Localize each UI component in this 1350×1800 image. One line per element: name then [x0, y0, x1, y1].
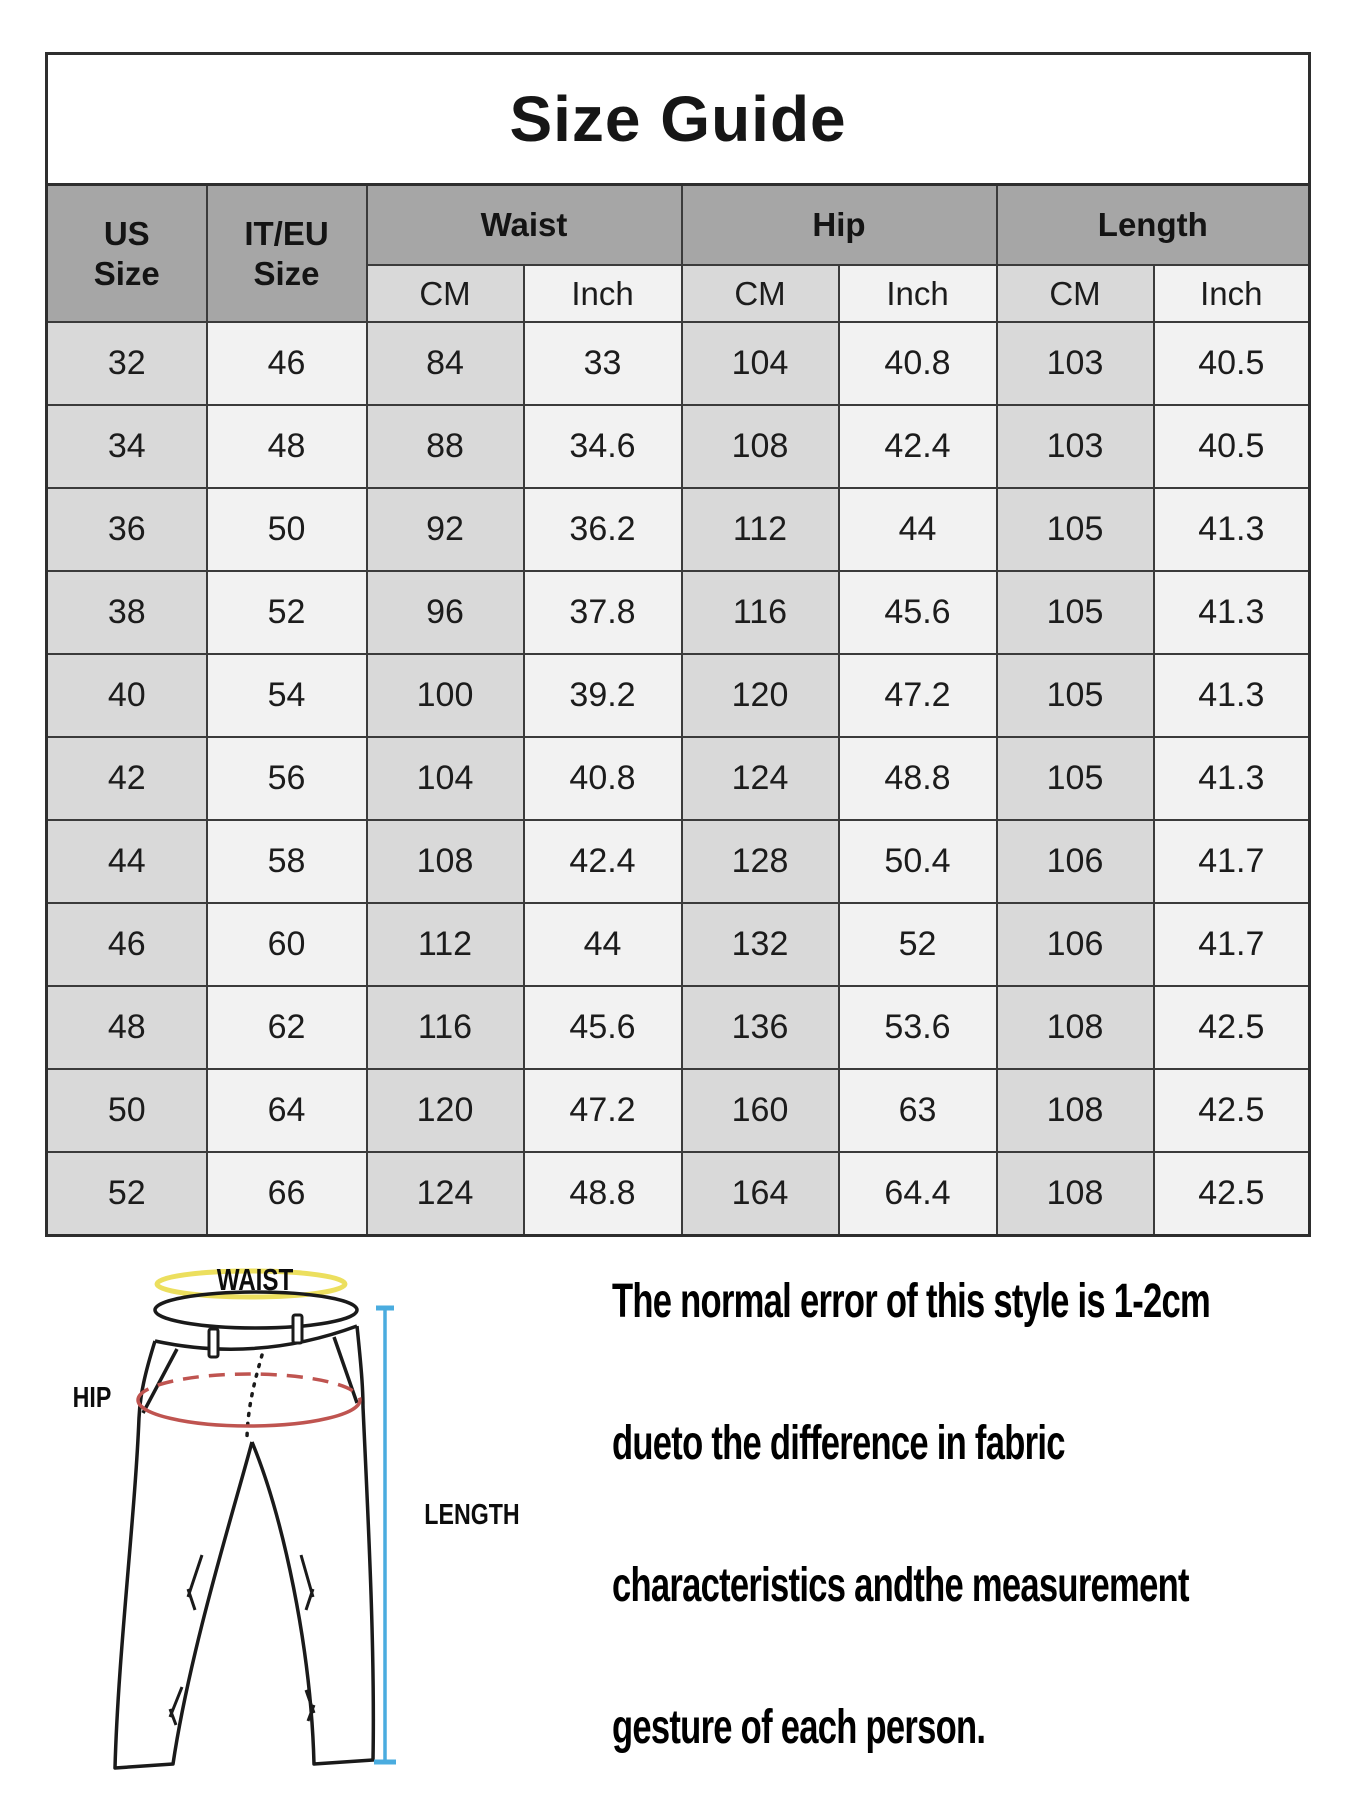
size-cell: 37.8 [524, 571, 682, 654]
waist-label: WAIST [216, 1262, 294, 1297]
size-cell: 105 [997, 488, 1154, 571]
size-cell: 64 [207, 1069, 367, 1152]
length-label: LENGTH [424, 1499, 520, 1531]
size-cell: 120 [367, 1069, 524, 1152]
note-line: gesture of each person. [612, 1701, 986, 1754]
note-line: dueto the difference in fabric [612, 1417, 1065, 1470]
size-cell: 45.6 [839, 571, 997, 654]
size-row [47, 571, 1310, 654]
size-cell: 64.4 [839, 1152, 997, 1236]
size-cell: 116 [367, 986, 524, 1069]
size-cell: 60 [207, 903, 367, 986]
size-cell: 52 [47, 1152, 207, 1236]
title-row [47, 54, 1310, 185]
size-cell: 44 [839, 488, 997, 571]
size-cell: 41.3 [1154, 654, 1310, 737]
size-cell: 88 [367, 405, 524, 488]
size-cell: 84 [367, 322, 524, 405]
size-cell: 50 [207, 488, 367, 571]
page-title: Size Guide [47, 54, 1310, 185]
size-cell: 44 [524, 903, 682, 986]
size-cell: 40.5 [1154, 405, 1310, 488]
size-row [47, 1069, 1310, 1152]
size-cell: 164 [682, 1152, 839, 1236]
size-guide-table [45, 52, 1311, 1237]
size-cell: 48 [207, 405, 367, 488]
size-row [47, 737, 1310, 820]
size-cell: 40.8 [524, 737, 682, 820]
size-cell: 63 [839, 1069, 997, 1152]
size-cell: 106 [997, 903, 1154, 986]
size-row [47, 903, 1310, 986]
size-cell: 105 [997, 654, 1154, 737]
size-cell: 66 [207, 1152, 367, 1236]
size-cell: 108 [997, 986, 1154, 1069]
iteu-label-line2: Size [253, 254, 320, 292]
subheader-hip-inch: Inch [839, 265, 997, 322]
size-cell: 132 [682, 903, 839, 986]
size-cell: 46 [207, 322, 367, 405]
size-cell: 38 [47, 571, 207, 654]
size-cell: 104 [367, 737, 524, 820]
size-cell: 112 [367, 903, 524, 986]
size-cell: 50 [47, 1069, 207, 1152]
size-cell: 48.8 [839, 737, 997, 820]
size-cell: 124 [367, 1152, 524, 1236]
size-cell: 53.6 [839, 986, 997, 1069]
size-cell: 96 [367, 571, 524, 654]
size-cell: 92 [367, 488, 524, 571]
size-cell: 48.8 [524, 1152, 682, 1236]
calf-wrinkles [170, 1687, 314, 1725]
pants-diagram [85, 1255, 465, 1780]
size-cell: 52 [839, 903, 997, 986]
size-cell: 46 [47, 903, 207, 986]
size-cell: 54 [207, 654, 367, 737]
hip-label: HIP [72, 1382, 112, 1414]
size-cell: 124 [682, 737, 839, 820]
size-cell: 42.5 [1154, 1152, 1310, 1236]
size-cell: 42.5 [1154, 1069, 1310, 1152]
size-cell: 100 [367, 654, 524, 737]
size-cell: 128 [682, 820, 839, 903]
us-label-line2: Size [93, 254, 160, 292]
size-cell: 36 [47, 488, 207, 571]
size-cell: 62 [207, 986, 367, 1069]
pocket-line-right [334, 1337, 357, 1403]
size-cell: 136 [682, 986, 839, 1069]
size-row [47, 986, 1310, 1069]
size-cell: 45.6 [524, 986, 682, 1069]
size-cell: 40.5 [1154, 322, 1310, 405]
size-cell: 40 [47, 654, 207, 737]
size-cell: 108 [997, 1069, 1154, 1152]
size-cell: 42.4 [524, 820, 682, 903]
col-header-hip: Hip [682, 185, 997, 266]
size-cell: 41.7 [1154, 903, 1310, 986]
pants-right-outline [252, 1326, 373, 1764]
size-cell: 41.7 [1154, 820, 1310, 903]
size-cell: 103 [997, 405, 1154, 488]
subheader-length-inch: Inch [1154, 265, 1310, 322]
size-cell: 105 [997, 571, 1154, 654]
note-line: The normal error of this style is 1-2cm [612, 1275, 1211, 1328]
size-cell: 50.4 [839, 820, 997, 903]
size-cell: 42 [47, 737, 207, 820]
size-cell: 32 [47, 322, 207, 405]
size-row [47, 322, 1310, 405]
size-cell: 42.4 [839, 405, 997, 488]
size-cell: 41.3 [1154, 737, 1310, 820]
size-cell: 44 [47, 820, 207, 903]
belt-loop-left [209, 1329, 218, 1357]
size-row [47, 1152, 1310, 1236]
us-label-line1: US [103, 214, 150, 252]
size-cell: 36.2 [524, 488, 682, 571]
size-cell: 34.6 [524, 405, 682, 488]
size-cell: 58 [207, 820, 367, 903]
hip-measure-ellipse-top [138, 1374, 360, 1400]
subheader-hip-cm: CM [682, 265, 839, 322]
note-line: characteristics andthe measurement [612, 1559, 1189, 1612]
size-cell: 108 [367, 820, 524, 903]
size-cell: 108 [997, 1152, 1154, 1236]
size-cell: 47.2 [524, 1069, 682, 1152]
size-cell: 106 [997, 820, 1154, 903]
col-header-length: Length [997, 185, 1310, 266]
size-cell: 39.2 [524, 654, 682, 737]
col-header-us-size [47, 185, 207, 323]
size-cell: 40.8 [839, 322, 997, 405]
subheader-length-cm: CM [997, 265, 1154, 322]
size-cell: 103 [997, 322, 1154, 405]
size-cell: 160 [682, 1069, 839, 1152]
size-cell: 116 [682, 571, 839, 654]
size-cell: 47.2 [839, 654, 997, 737]
size-cell: 112 [682, 488, 839, 571]
size-cell: 105 [997, 737, 1154, 820]
size-row [47, 820, 1310, 903]
size-cell: 41.3 [1154, 571, 1310, 654]
size-cell: 120 [682, 654, 839, 737]
size-row [47, 654, 1310, 737]
size-row [47, 488, 1310, 571]
size-row [47, 405, 1310, 488]
size-cell: 33 [524, 322, 682, 405]
size-cell: 42.5 [1154, 986, 1310, 1069]
header-group-row [47, 185, 1310, 266]
size-cell: 52 [207, 571, 367, 654]
size-cell: 48 [47, 986, 207, 1069]
size-cell: 56 [207, 737, 367, 820]
size-cell: 108 [682, 405, 839, 488]
col-header-waist: Waist [367, 185, 682, 266]
belt-loop-right [293, 1315, 302, 1343]
size-cell: 104 [682, 322, 839, 405]
subheader-waist-inch: Inch [524, 265, 682, 322]
iteu-label-line1: IT/EU [244, 214, 329, 252]
col-header-iteu-size [207, 185, 367, 323]
subheader-waist-cm: CM [367, 265, 524, 322]
size-cell: 41.3 [1154, 488, 1310, 571]
size-cell: 34 [47, 405, 207, 488]
